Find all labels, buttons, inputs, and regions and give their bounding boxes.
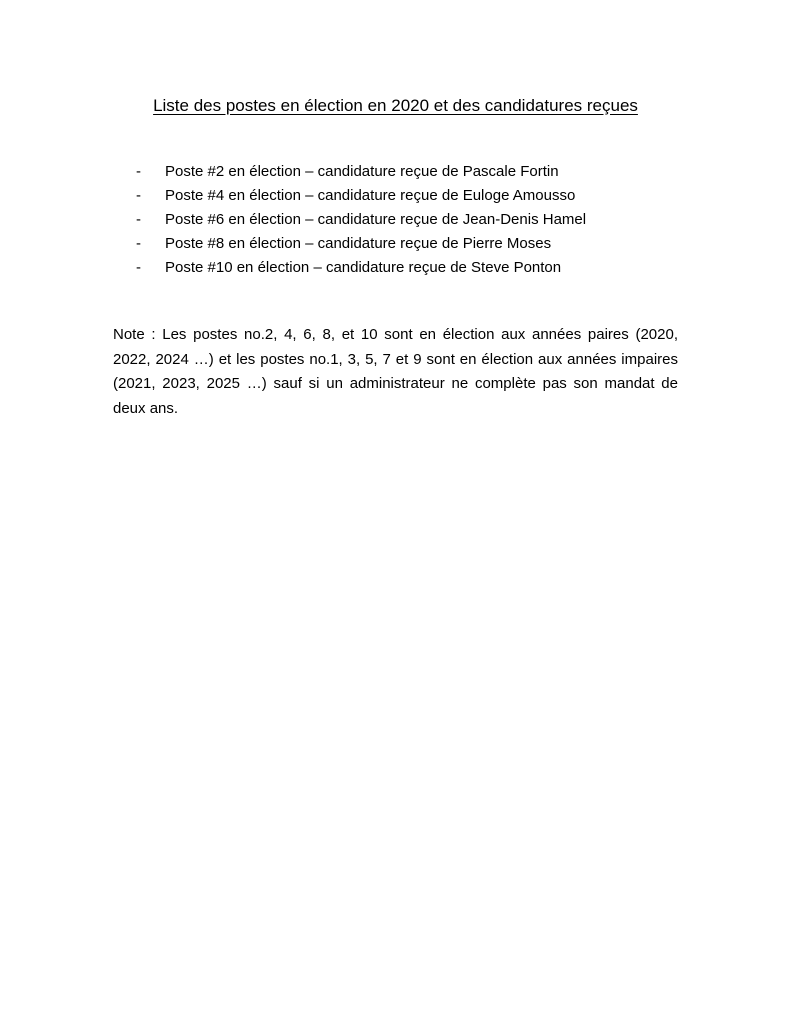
list-item bbox=[136, 160, 586, 184]
post-list bbox=[136, 160, 586, 280]
list-item bbox=[136, 208, 586, 232]
page-title: Liste des postes en élection en 2020 et des candidatures reçues bbox=[153, 96, 638, 115]
list-item bbox=[136, 232, 586, 256]
list-marker: - bbox=[136, 187, 141, 204]
list-item bbox=[136, 184, 586, 208]
list-marker: - bbox=[136, 235, 141, 252]
post-text: Poste #10 en élection – candidature reçue de Steve Ponton bbox=[165, 259, 562, 276]
post-text: Poste #8 en élection – candidature reçue de Pierre Moses bbox=[165, 235, 552, 252]
list-item bbox=[136, 256, 586, 280]
post-text: Poste #4 en élection – candidature reçue de Euloge Amousso bbox=[165, 187, 576, 204]
note-paragraph: Note : Les postes no.2, 4, 6, 8, et 10 sont en élection aux années paires (2020, 2022, 2024 …) et les postes no.1, 3, 5, 7 et 9 sont en élection aux années impaires (2021, 2023, 2025 …) sauf si un administrateur ne complète pas son mandat de deux ans. bbox=[113, 326, 678, 417]
post-text: Poste #6 en élection – candidature reçue de Jean-Denis Hamel bbox=[165, 211, 587, 228]
post-text: Poste #2 en élection – candidature reçue de Pascale Fortin bbox=[165, 163, 559, 180]
list-marker: - bbox=[136, 211, 141, 228]
list-marker: - bbox=[136, 259, 141, 276]
list-marker: - bbox=[136, 163, 141, 180]
